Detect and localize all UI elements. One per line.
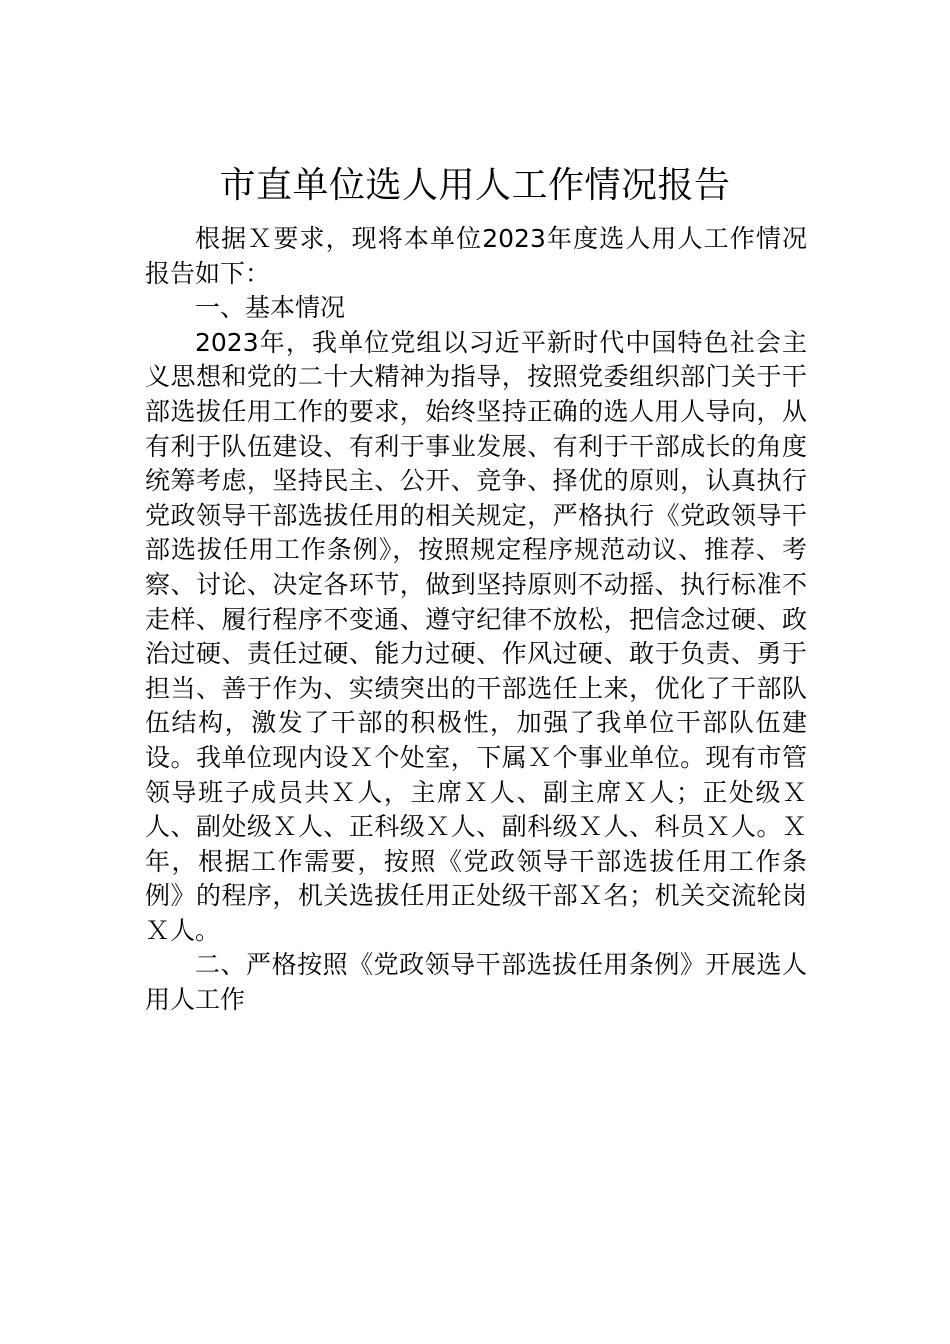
document-body <box>145 222 807 1018</box>
intro-paragraph: 根据Ｘ要求，现将本单位2023年度选人用人工作情况报告如下： <box>145 224 807 288</box>
section-heading-selection-work: 二、严格按照《党政领导干部选拔任用条例》开展选人用人工作 <box>145 950 807 1015</box>
section-heading-basic-situation: 一、基本情况 <box>195 293 346 323</box>
document-title: 市直单位选人用人工作情况报告 <box>219 165 731 206</box>
basic-situation-paragraph: 2023年，我单位党组以习近平新时代中国特色社会主义思想和党的二十大精神为指导，按照党委组织部门关于干部选拔任用工作的要求，始终坚持正确的选人用人导向，从有利于队伍建设、有利于事业发展、有利于干部成长的角度统筹考虑，坚持民主、公开、竞争、择优的原则，认真执行党政领导干部选拔任用的相关规定，严格执行《党政领导干部选拔任用工作条例》，按照规定程序规范动议、推荐、考察、讨论、决定各环节，做到坚持原则不动摇、执行标准不走样、履行程序不变通、遵守纪律不放松，把信念过硬、政治过硬、责任过硬、能力过硬、作风过硬、敢于负责、勇于担当、善于作为、实绩突出的干部选任上来，优化了干部队伍结构，激发了干部的积极性，加强了我单位干部队伍建设。我单位现内设Ｘ个处室，下属Ｘ个事业单位。现有市管领导班子成员共Ｘ人，主席Ｘ人、副主席Ｘ人；正处级Ｘ人、副处级Ｘ人、正科级Ｘ人、副科级Ｘ人、科员Ｘ人。Ｘ年，根据工作需要，按照《党政领导干部选拔任用工作条例》的程序，机关选拔任用正处级干部Ｘ名；机关交流轮岗Ｘ人。 <box>145 327 807 945</box>
